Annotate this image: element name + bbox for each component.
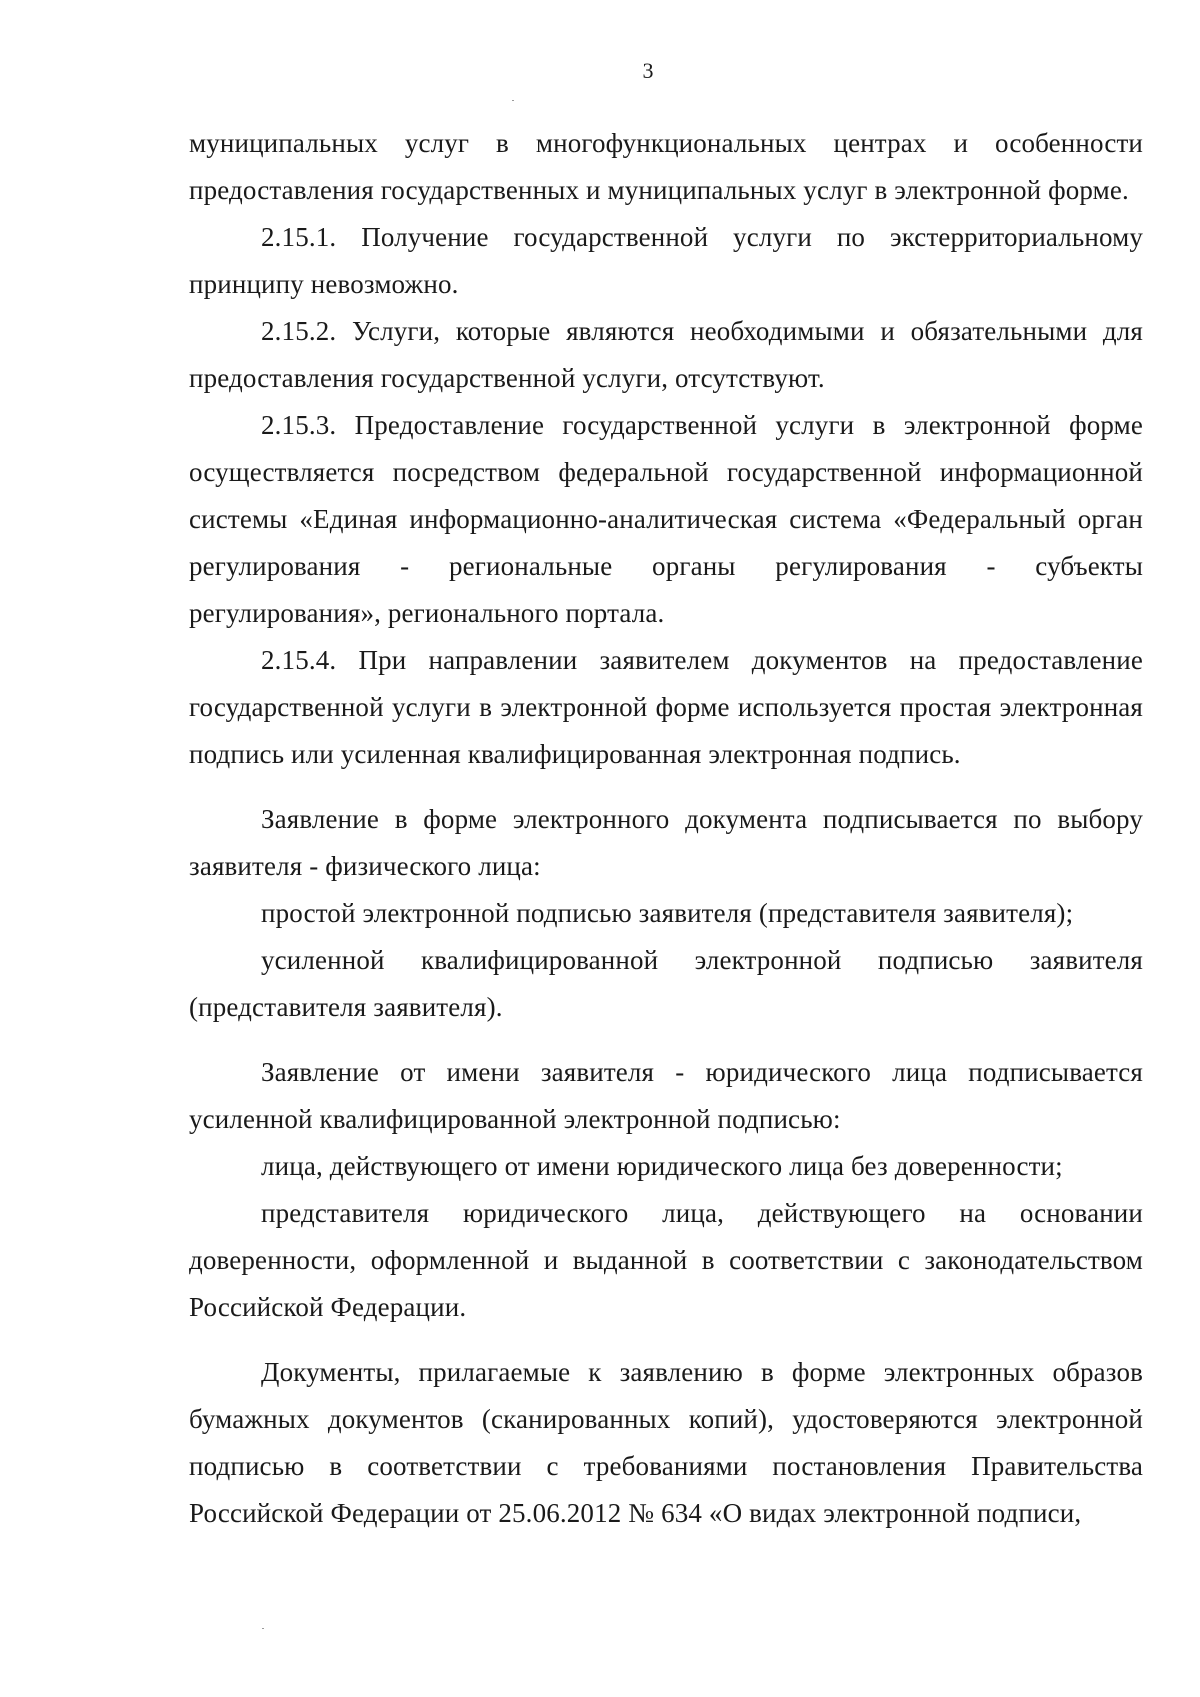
paragraph-2-15-2: 2.15.2. Услуги, которые являются необходимыми и обязательными для предоставления государственной услуги, отсутствуют. (189, 316, 1143, 393)
list-item-simple-signature: простой электронной подписью заявителя (представителя заявителя); (261, 898, 1074, 928)
paragraph-legal-entity-signature: Заявление от имени заявителя - юридического лица подписывается усиленной квалифицированной электронной подписью: (189, 1057, 1143, 1134)
paragraph-2-15-4: 2.15.4. При направлении заявителем документов на предоставление государственной услуги в электронной форме используется простая электронная подпись или усиленная квалифицированная электронная подпись. (189, 645, 1143, 769)
paragraph-attached-documents: Документы, прилагаемые к заявлению в форме электронных образов бумажных документов (сканированных копий), удостоверяются электронной подписью в соответствии с требованиями постановления Правительства Российской Федерации от 25.06.2012 № 634 «О видах электронной подписи, (189, 1357, 1143, 1528)
paragraph-continuation: муниципальных услуг в многофункциональных центрах и особенности предоставления государственных и муниципальных услуг в электронной форме. (189, 128, 1143, 205)
list-item-representative: представителя юридического лица, действующего на основании доверенности, оформленной и выданной в соответствии с законодательством Российской Федерации. (189, 1198, 1143, 1322)
scan-speck (262, 1628, 264, 1629)
page-number: 3 (642, 58, 654, 83)
paragraph-2-15-1: 2.15.1. Получение государственной услуги по экстерриториальному принципу невозможно. (189, 222, 1143, 299)
scan-speck (512, 100, 514, 101)
paragraph-individual-signature: Заявление в форме электронного документа подписывается по выбору заявителя - физического лица: (189, 804, 1143, 881)
document-body (189, 120, 1143, 1537)
paragraph-2-15-3: 2.15.3. Предоставление государственной услуги в электронной форме осуществляется посредством федеральной государственной информационной системы «Единая информационно-аналитическая система «Федеральный орган регулирования - региональные органы регулирования - субъекты регулирования», регионального портала. (189, 410, 1143, 628)
list-item-without-power-of-attorney: лица, действующего от имени юридического лица без доверенности; (261, 1151, 1063, 1181)
list-item-qualified-signature: усиленной квалифицированной электронной подписью заявителя (представителя заявителя). (189, 945, 1143, 1022)
